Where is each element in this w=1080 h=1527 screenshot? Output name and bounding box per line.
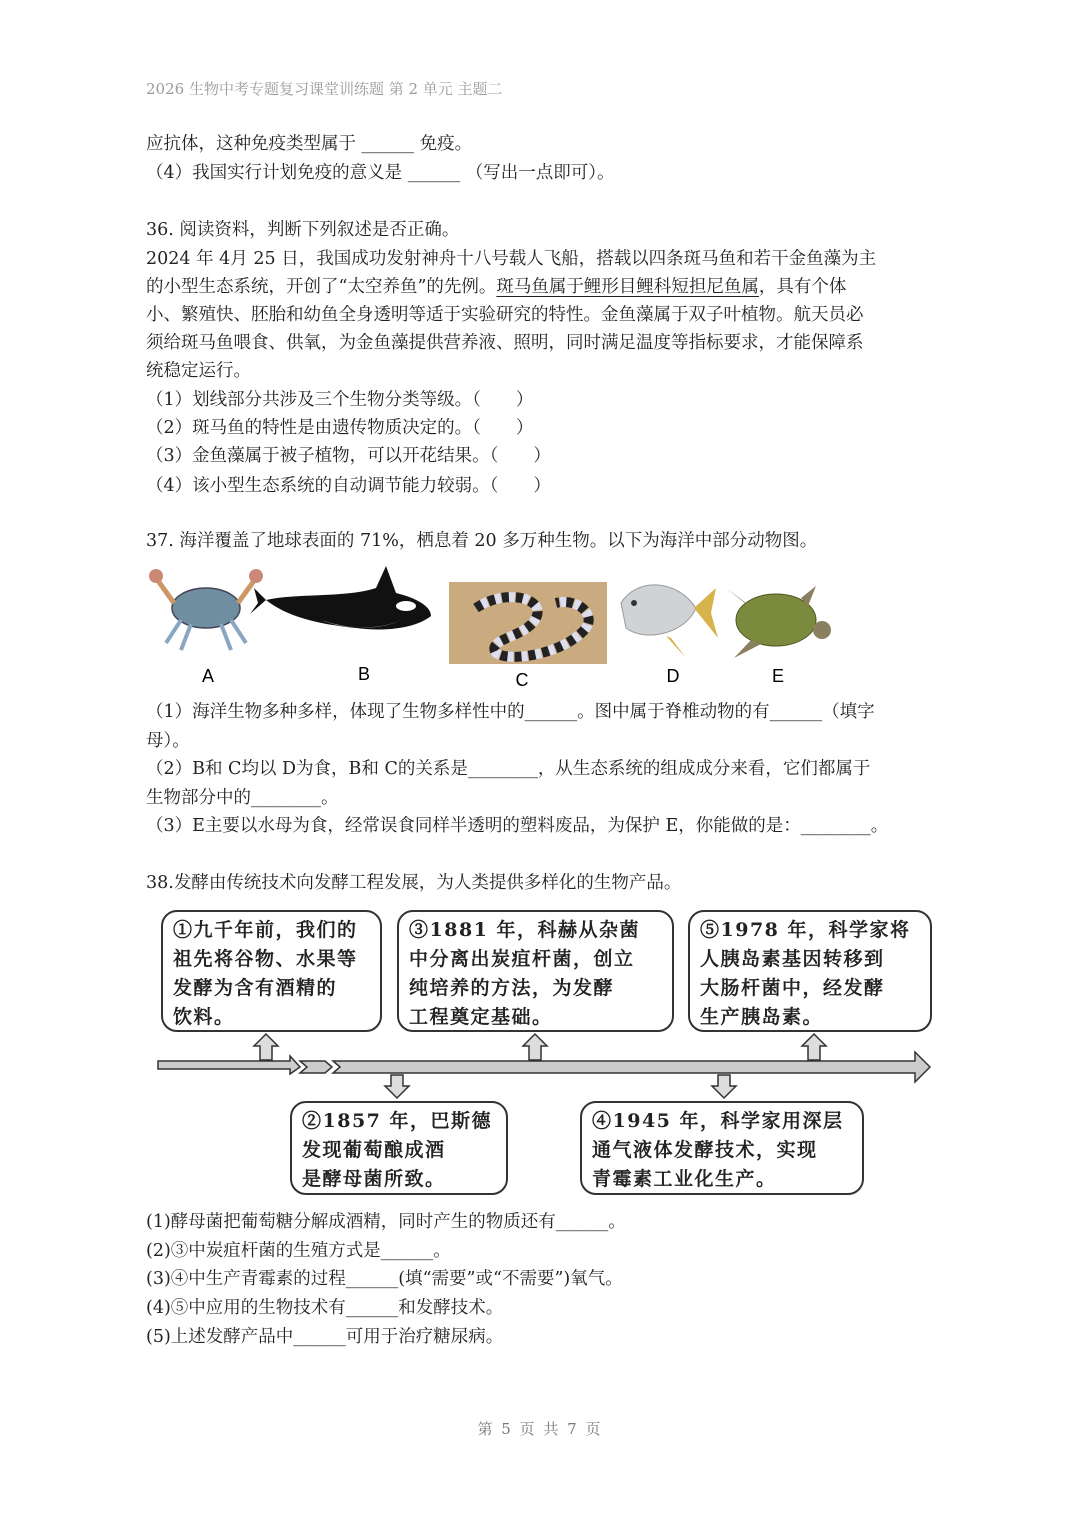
text-line: (3)④中生产青霉素的过程______(填“需要”或“不需要”)氧气。 (146, 1269, 623, 1289)
animal-label: E (771, 666, 785, 686)
text-segment: 的小型生态系统，开创了“太空养鱼”的先例。 (146, 277, 497, 297)
text-line: （3）E主要以水母为食，经常误食同样半透明的塑料废品，为保护 E，你能做的是：________。 (146, 816, 889, 836)
sea-snake-image (449, 582, 607, 664)
timeline-box-1: ①九千年前，我们的 祖先将谷物、水果等 发酵为含有酒精的 饮料。 (161, 910, 382, 1032)
timeline-chevron (300, 1061, 332, 1073)
down-arrow-icon (712, 1075, 736, 1098)
timeline-arrow-segment (158, 1056, 300, 1074)
text-line: （4）我国实行计划免疫的意义是 ______ （写出一点即可）。 (146, 163, 615, 183)
animal-label: B (357, 664, 371, 684)
timeline-box-4: ④1945 年，科学家用深层 通气液体发酵技术，实现 青霉素工业化生产。 (580, 1101, 864, 1195)
animal-label: D (666, 666, 680, 686)
text-line: （1）海洋生物多种多样，体现了生物多样性中的______。图中属于脊椎动物的有______（填字 (146, 702, 875, 722)
text-line: （2）B和 C均以 D为食，B和 C的关系是________，从生态系统的组成成分来看，它们都属于 (146, 759, 871, 779)
timeline-box-3: ③1881 年，科赫从杂菌 中分离出炭疽杆菌，创立 纯培养的方法，为发酵 工程奠定基础。 (397, 910, 674, 1032)
up-arrow-icon (523, 1034, 547, 1060)
question-38-title: 38.发酵由传统技术向发酵工程发展，为人类提供多样化的生物产品。 (146, 873, 682, 893)
text-line: (4)⑤中应用的生物技术有______和发酵技术。 (146, 1298, 504, 1318)
judge-item: （1）划线部分共涉及三个生物分类等级。（ ） (146, 390, 534, 410)
text-line: 生物部分中的________。 (146, 788, 339, 808)
down-arrow-icon (385, 1075, 409, 1098)
timeline-arrows (150, 1030, 940, 1100)
timeline-box-2: ②1857 年，巴斯德 发现葡萄酿成酒 是酵母菌所致。 (290, 1101, 508, 1195)
orca-image (250, 566, 431, 630)
crab-image (149, 569, 263, 650)
animal-label: C (515, 670, 529, 690)
timeline-box-5: ⑤1978 年，科学家将 人胰岛素基因转移到 大肠杆菌中，经发酵 生产胰岛素。 (688, 910, 932, 1032)
page-footer: 第 5 页 共 7 页 (477, 1420, 603, 1438)
text-line: (1)酵母菌把葡萄糖分解成酒精，同时产生的物质还有______。 (146, 1212, 626, 1232)
sea-turtle-image (726, 586, 831, 658)
text-line: 统稳定运行。 (146, 361, 251, 381)
up-arrow-icon (802, 1034, 826, 1060)
text-line: 2024 年 4月 25 日，我国成功发射神舟十八号载人飞船，搭载以四条斑马鱼和若干金鱼藻为主 (146, 249, 877, 269)
question-36-title: 36. 阅读资料，判断下列叙述是否正确。 (146, 220, 460, 240)
question-37-title: 37. 海洋覆盖了地球表面的 71%，栖息着 20 多万种生物。以下为海洋中部分动物图。 (146, 531, 818, 551)
text-line: (5)上述发酵产品中______可用于治疗糖尿病。 (146, 1327, 504, 1347)
text-line: 小、繁殖快、胚胎和幼鱼全身透明等适于实验研究的特性。金鱼藻属于双子叶植物。航天员必 (146, 305, 864, 325)
page-header: 2026 生物中考专题复习课堂训练题 第 2 单元 主题二 (146, 80, 503, 98)
text-line (146, 275, 846, 299)
text-line: 应抗体，这种免疫类型属于 ______ 免疫。 (146, 134, 473, 154)
pomfret-fish-image (621, 585, 718, 658)
ocean-animals-figure (146, 558, 846, 693)
judge-item: （2）斑马鱼的特性是由遗传物质决定的。（ ） (146, 418, 534, 438)
text-line: (2)③中炭疽杆菌的生殖方式是______。 (146, 1241, 451, 1261)
judge-item: （4）该小型生态系统的自动调节能力较弱。（ ） (146, 476, 551, 496)
animal-label: A (201, 666, 215, 686)
text-line: 母）。 (146, 731, 190, 751)
judge-item: （3）金鱼藻属于被子植物，可以开花结果。（ ） (146, 446, 551, 466)
timeline-arrow-main (333, 1052, 930, 1082)
text-segment: ，具有个体 (758, 277, 847, 297)
underlined-text: 斑马鱼属于鲤形目鲤科短担尼鱼属 (496, 277, 759, 297)
text-line: 须给斑马鱼喂食、供氧，为金鱼藻提供营养液、照明，同时满足温度等指标要求，才能保障系 (146, 333, 864, 353)
up-arrow-icon (254, 1034, 278, 1060)
